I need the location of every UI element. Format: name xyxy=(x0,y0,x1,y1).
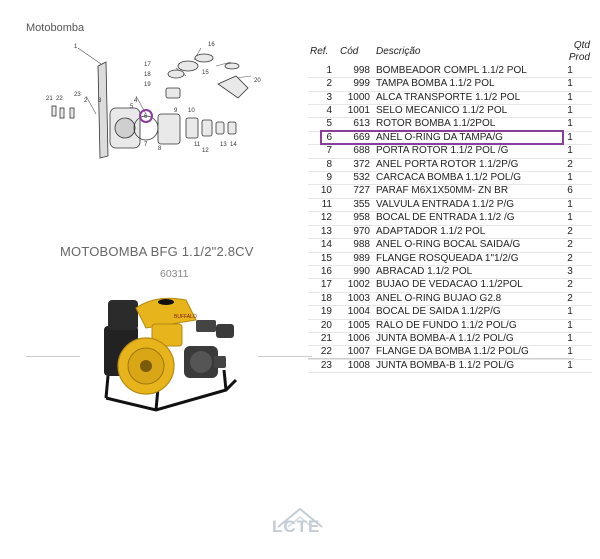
cell-cod: 532 xyxy=(353,172,370,184)
cell-desc: ANEL PORTA ROTOR 1.1/2P/G xyxy=(376,158,519,170)
cell-cod: 1001 xyxy=(347,105,370,117)
cell-qtd: 1 xyxy=(567,198,573,210)
table-row xyxy=(308,265,592,278)
cell-desc: BOMBEADOR COMPL 1.1/2 POL xyxy=(376,64,527,76)
cell-ref: 5 xyxy=(326,118,332,130)
divider-left xyxy=(26,356,80,357)
table-row xyxy=(308,252,592,265)
svg-text:4: 4 xyxy=(134,98,138,104)
col-header-desc: Descrição xyxy=(376,46,421,58)
svg-text:8: 8 xyxy=(158,146,162,152)
product-name: MOTOBOMBA BFG 1.1/2"2.8CV xyxy=(60,244,254,259)
cell-desc: PARAF M6X1X50MM- ZN BR xyxy=(376,185,509,197)
svg-text:20: 20 xyxy=(254,78,261,84)
table-row xyxy=(308,158,592,171)
svg-text:2: 2 xyxy=(84,98,88,104)
cell-cod: 990 xyxy=(353,265,370,277)
cell-ref: 17 xyxy=(320,279,332,291)
cell-ref: 14 xyxy=(320,239,332,251)
svg-text:15: 15 xyxy=(202,70,209,76)
cell-ref: 19 xyxy=(320,306,332,318)
svg-text:7: 7 xyxy=(144,142,148,148)
cell-ref: 10 xyxy=(320,185,332,197)
cell-cod: 989 xyxy=(353,252,370,264)
cell-cod: 1007 xyxy=(347,346,370,358)
engine-brand-label: BUFFALO xyxy=(174,314,197,320)
cell-ref: 7 xyxy=(326,145,332,157)
cell-cod: 999 xyxy=(353,78,370,90)
table-row xyxy=(308,332,592,345)
cell-cod: 1000 xyxy=(347,91,370,103)
exploded-parts-diagram xyxy=(26,36,276,186)
cell-ref: 21 xyxy=(320,332,332,344)
svg-text:10: 10 xyxy=(188,108,195,114)
cell-ref: 6 xyxy=(326,131,332,143)
cell-desc: ADAPTADOR 1.1/2 POL xyxy=(376,225,486,237)
cell-ref: 8 xyxy=(326,158,332,170)
cell-qtd: 1 xyxy=(567,105,573,117)
table-bottom-divider xyxy=(308,358,574,359)
table-row xyxy=(308,225,592,238)
product-photo xyxy=(96,280,246,420)
table-row xyxy=(308,279,592,292)
svg-text:3: 3 xyxy=(98,98,102,104)
table-row xyxy=(308,319,592,332)
svg-text:18: 18 xyxy=(144,72,151,78)
cell-cod: 1003 xyxy=(347,292,370,304)
table-row xyxy=(308,212,592,225)
cell-cod: 688 xyxy=(353,145,370,157)
svg-text:14: 14 xyxy=(230,142,237,148)
svg-text:5: 5 xyxy=(130,104,134,110)
cell-qtd: 1 xyxy=(567,212,573,224)
cell-desc: ALCA TRANSPORTE 1.1/2 POL xyxy=(376,91,521,103)
section-title: Motobomba xyxy=(26,22,85,34)
cell-qtd: 2 xyxy=(567,239,573,251)
cell-desc: VALVULA ENTRADA 1.1/2 P/G xyxy=(376,198,515,210)
table-row xyxy=(308,359,592,372)
cell-cod: 958 xyxy=(353,212,370,224)
svg-text:6: 6 xyxy=(144,114,148,120)
svg-text:9: 9 xyxy=(174,108,178,114)
svg-text:19: 19 xyxy=(144,82,151,88)
table-row xyxy=(308,185,592,198)
cell-ref: 15 xyxy=(320,252,332,264)
svg-text:1: 1 xyxy=(74,44,78,50)
cell-ref: 22 xyxy=(320,346,332,358)
cell-qtd: 6 xyxy=(567,185,573,197)
cell-cod: 1006 xyxy=(347,332,370,344)
col-header-ref: Ref. xyxy=(310,46,329,58)
table-row xyxy=(308,91,592,104)
cell-qtd: 1 xyxy=(567,145,573,157)
cell-desc: SELO MECANICO 1.1/2 POL xyxy=(376,105,508,117)
svg-text:11: 11 xyxy=(194,142,201,148)
cell-cod: 1002 xyxy=(347,279,370,291)
cell-cod: 970 xyxy=(353,225,370,237)
parts-table-body xyxy=(308,65,592,373)
cell-desc: JUNTA BOMBA-B 1.1/2 POL/G xyxy=(376,359,515,371)
svg-text:13: 13 xyxy=(220,142,227,148)
cell-qtd: 1 xyxy=(567,346,573,358)
cell-ref: 18 xyxy=(320,292,332,304)
svg-text:17: 17 xyxy=(144,62,151,68)
cell-cod: 613 xyxy=(353,118,370,130)
cell-desc: ANEL O-RING BOCAL SAIDA/G xyxy=(376,239,521,251)
cell-ref: 23 xyxy=(320,359,332,371)
cell-qtd: 1 xyxy=(567,64,573,76)
cell-qtd: 1 xyxy=(567,118,573,130)
cell-cod: 1004 xyxy=(347,306,370,318)
table-row xyxy=(308,239,592,252)
cell-qtd: 1 xyxy=(567,78,573,90)
logo-text: LCTE xyxy=(272,517,321,536)
table-row xyxy=(308,292,592,305)
cell-ref: 9 xyxy=(326,172,332,184)
cell-desc: FLANGE ROSQUEADA 1"1/2/G xyxy=(376,252,519,264)
cell-ref: 2 xyxy=(326,78,332,90)
parts-table xyxy=(308,40,592,373)
cell-qtd: 2 xyxy=(567,158,573,170)
cell-desc: BOCAL DE SAIDA 1.1/2P/G xyxy=(376,306,501,318)
divider-right xyxy=(258,356,312,357)
table-row xyxy=(308,172,592,185)
table-header-row xyxy=(308,40,592,65)
col-header-cod: Cód xyxy=(340,46,359,58)
cell-desc: PORTA ROTOR 1.1/2 POL /G xyxy=(376,145,509,157)
product-code: 60311 xyxy=(160,268,189,280)
cell-cod: 1005 xyxy=(347,319,370,331)
cell-desc: TAMPA BOMBA 1.1/2 POL xyxy=(376,78,495,90)
cell-cod: 372 xyxy=(353,158,370,170)
cell-desc: ABRACAD 1.1/2 POL xyxy=(376,265,473,277)
svg-text:12: 12 xyxy=(202,148,209,154)
svg-text:21: 21 xyxy=(46,96,53,102)
cell-ref: 3 xyxy=(326,91,332,103)
cell-qtd: 1 xyxy=(567,319,573,331)
cell-qtd: 2 xyxy=(567,279,573,291)
exploded-view-svg xyxy=(26,36,276,186)
col-header-qtd: Qtd Prod xyxy=(568,40,590,64)
cell-qtd: 1 xyxy=(567,359,573,371)
cell-desc: JUNTA BOMBA-A 1.1/2 POL/G xyxy=(376,332,514,344)
cell-qtd: 1 xyxy=(567,332,573,344)
cell-ref: 4 xyxy=(326,105,332,117)
cell-cod: 1008 xyxy=(347,359,370,371)
cell-qtd: 3 xyxy=(567,265,573,277)
cell-qtd: 2 xyxy=(567,292,573,304)
cell-qtd: 1 xyxy=(567,91,573,103)
cell-qtd: 2 xyxy=(567,225,573,237)
table-row xyxy=(308,78,592,91)
cell-desc: ANEL O-RING DA TAMPA/G xyxy=(376,131,503,143)
cell-cod: 998 xyxy=(353,64,370,76)
cell-desc: CARCACA BOMBA 1.1/2 POL/G xyxy=(376,172,522,184)
cell-qtd: 1 xyxy=(567,131,573,143)
table-row xyxy=(308,65,592,78)
table-row xyxy=(308,198,592,211)
cell-desc: ROTOR BOMBA 1.1/2POL xyxy=(376,118,496,130)
cell-desc: RALO DE FUNDO 1.1/2 POL/G xyxy=(376,319,517,331)
cell-ref: 20 xyxy=(320,319,332,331)
cell-ref: 13 xyxy=(320,225,332,237)
cell-cod: 355 xyxy=(353,198,370,210)
highlighted-row-frame xyxy=(320,130,564,145)
cell-desc: BOCAL DE ENTRADA 1.1/2 /G xyxy=(376,212,515,224)
cell-cod: 669 xyxy=(353,131,370,143)
cell-cod: 727 xyxy=(353,185,370,197)
cell-qtd: 2 xyxy=(567,252,573,264)
cell-ref: 16 xyxy=(320,265,332,277)
cell-ref: 12 xyxy=(320,212,332,224)
cell-desc: BUJAO DE VEDACAO 1.1/2POL xyxy=(376,279,523,291)
cell-qtd: 1 xyxy=(567,306,573,318)
cell-ref: 1 xyxy=(326,64,332,76)
svg-text:16: 16 xyxy=(208,42,215,48)
svg-text:22: 22 xyxy=(56,96,63,102)
cell-desc: ANEL O-RING BUJAO G2.8 xyxy=(376,292,502,304)
cell-qtd: 1 xyxy=(567,172,573,184)
motor-pump-illustration xyxy=(96,280,246,420)
cell-desc: FLANGE DA BOMBA 1.1/2 POL/G xyxy=(376,346,529,358)
cell-cod: 988 xyxy=(353,239,370,251)
svg-text:23: 23 xyxy=(74,92,81,98)
cell-ref: 11 xyxy=(321,198,332,210)
table-row xyxy=(308,306,592,319)
table-row xyxy=(308,105,592,118)
table-row xyxy=(308,145,592,158)
